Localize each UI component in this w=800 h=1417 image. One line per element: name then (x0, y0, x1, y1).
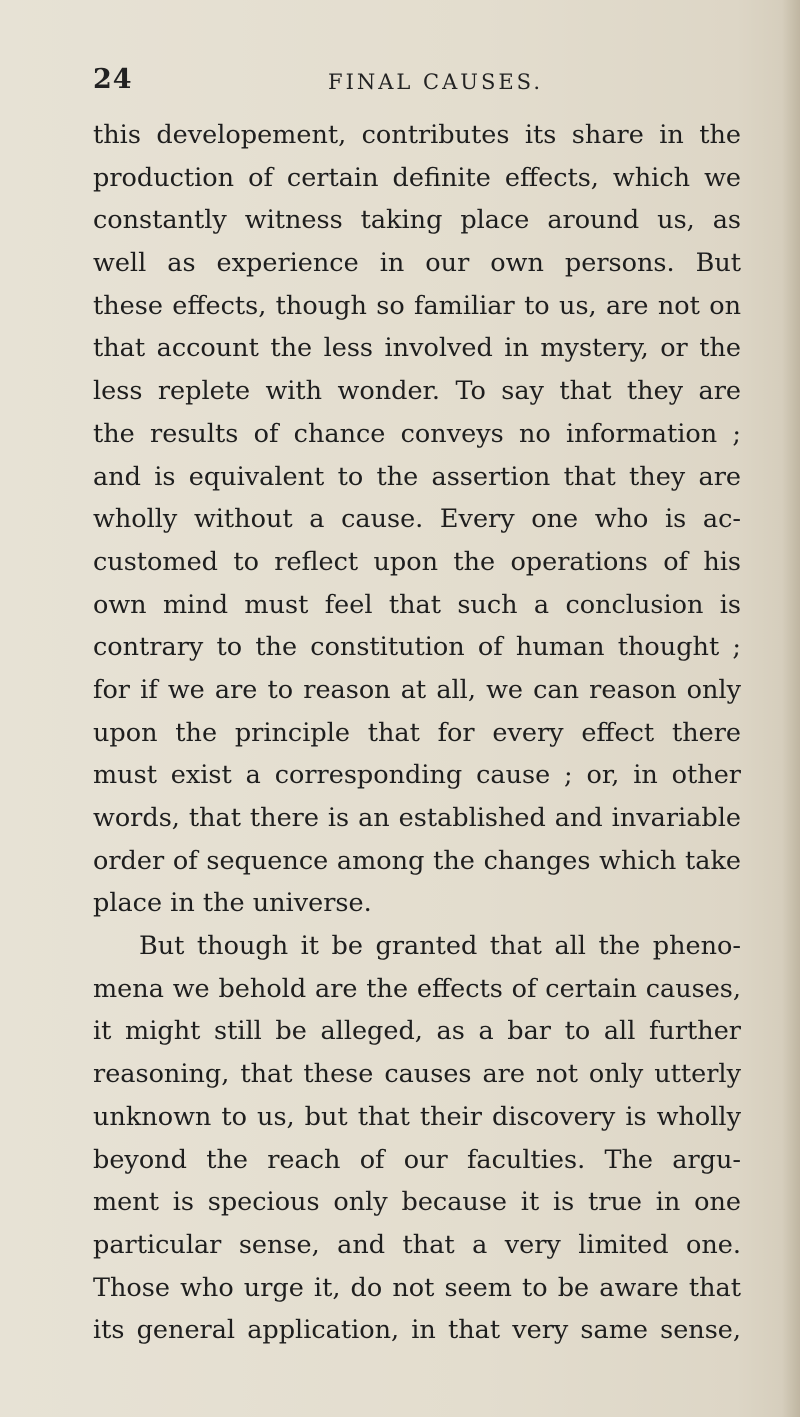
text-line: contrary to the constitution of human thought ; (93, 632, 741, 663)
text-line: constantly witness taking place around us, as (93, 205, 741, 236)
text-line: upon the principle that for every effect there (93, 717, 741, 748)
text-line: must exist a corresponding cause ; or, in other (93, 760, 741, 791)
text-line: these effects, though so familiar to us, are not on (93, 290, 741, 321)
body-text (93, 114, 741, 1352)
page-edge-shadow (782, 0, 800, 1417)
text-line: own mind must feel that such a conclusion is (93, 589, 741, 620)
text-line: words, that there is an established and invariable (93, 803, 741, 833)
text-line: ment is specious only because it is true in one (93, 1187, 741, 1218)
text-line: this developement, contributes its share in the (93, 120, 741, 150)
text-line: that account the less involved in mystery, or the (93, 333, 741, 364)
text-line: the results of chance conveys no information ; (93, 418, 741, 449)
running-head: FINAL CAUSES. (328, 70, 543, 94)
text-line: it might still be alleged, as a bar to all further (93, 1016, 741, 1047)
paragraph-start-line: But though it be granted that all the pheno- (139, 931, 741, 962)
text-line: its general application, in that very same sense, (93, 1315, 741, 1346)
text-line: and is equivalent to the assertion that they are (93, 461, 741, 492)
text-line: unknown to us, but that their discovery is wholly (93, 1101, 741, 1132)
text-line: for if we are to reason at all, we can reason only (93, 674, 741, 705)
page-header (93, 64, 753, 104)
text-line: customed to reflect upon the operations of his (93, 546, 741, 577)
text-line: mena we behold are the effects of certain causes, (93, 973, 741, 1004)
text-line: particular sense, and that a very limited one. (93, 1229, 741, 1260)
text-line: well as experience in our own persons. But (93, 248, 741, 279)
text-line: Those who urge it, do not seem to be aware that (93, 1272, 741, 1303)
page-number: 24 (93, 64, 133, 95)
paragraph-end-line: place in the universe. (93, 888, 372, 919)
text-line: production of certain definite effects, which we (93, 162, 741, 193)
text-line: order of sequence among the changes which take (93, 845, 741, 876)
text-line: wholly without a cause. Every one who is ac- (93, 504, 741, 535)
text-line: beyond the reach of our faculties. The argu- (93, 1144, 741, 1175)
text-line: less replete with wonder. To say that they are (93, 376, 741, 407)
text-line: reasoning, that these causes are not only utterly (93, 1059, 741, 1090)
